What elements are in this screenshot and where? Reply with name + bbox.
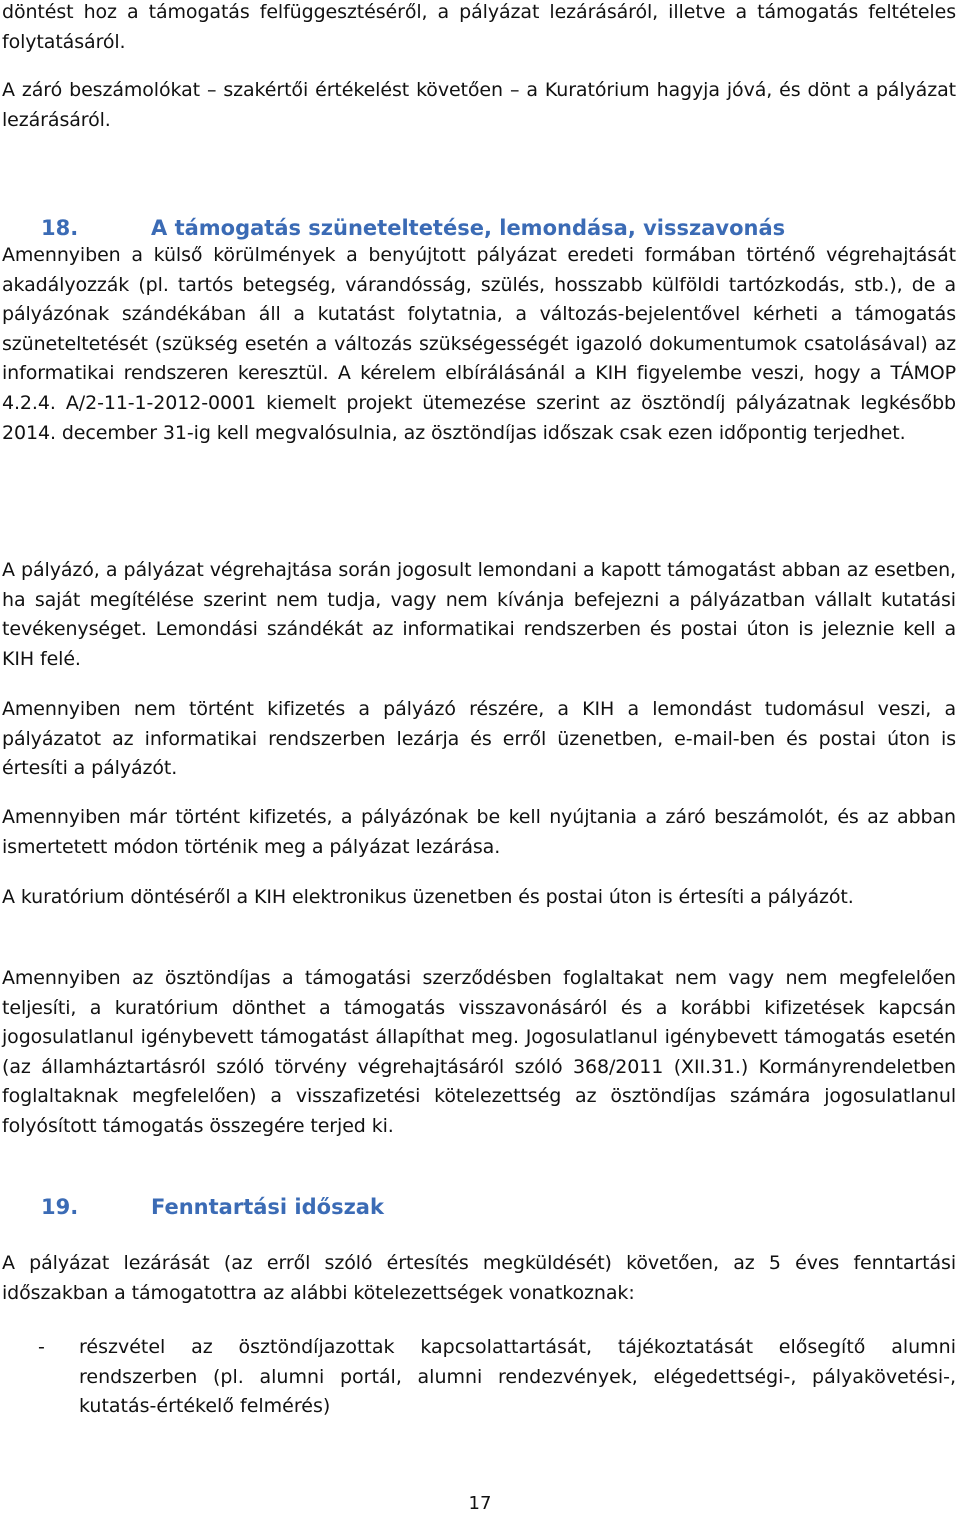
paragraph-maintenance: A pályázat lezárását (az erről szóló értesítés megküldését) követően, az 5 éves fenntartási időszakban a támogatottra az alábbi kötelezettségek vonatkoznak: (2, 1252, 956, 1304)
paragraph-no-payment: Amennyiben nem történt kifizetés a pályázó részére, a KIH a lemondást tudomásul veszi, a pályázatot az informatikai rendszerben lezárja és erről üzenetben, e-mail-ben és postai úton is értesíti a pályázót. (2, 698, 956, 780)
paragraph-payment-made: Amennyiben már történt kifizetés, a pályázónak be kell nyújtania a záró beszámolót, és az abban ismertetett módon történik meg a pályázat lezárása. (2, 806, 956, 858)
section-18-number: 18. (41, 216, 79, 240)
section-19-title: Fenntartási időszak (151, 1195, 384, 1219)
paragraph-final-reports: A záró beszámolókat – szakértői értékelést követően – a Kuratórium hagyja jóvá, és dönt a pályázat lezárásáról. (2, 79, 956, 131)
paragraph-withdrawal: A pályázó, a pályázat végrehajtása során jogosult lemondani a kapott támogatást abban az esetben, ha saját megítélése szerint nem tudja, vagy nem kívánja befejezni a pályázatban vállalt kutatási tevékenységet. Lemondási szándékát az informatikai rendszerben és postai úton is jeleznie kell a KIH felé. (2, 559, 956, 670)
list-item-text: részvétel az ösztöndíjazottak kapcsolattartását, tájékoztatását elősegítő alumni rendszerben (pl. alumni portál, alumni rendezvények, elégedettségi-, pályakövetési-, kutatás-értékelő felmérés) (79, 1336, 956, 1418)
paragraph-suspension: Amennyiben a külső körülmények a benyújtott pályázat eredeti formában történő végrehajtását akadályozzák (pl. tartós betegség, várandósság, szülés, hosszabb külföldi tartózkodás, stb.), de a pályázónak szándékában áll a kutatást folytatnia, a változás-bejelentővel kérheti a támogatás szüneteltetését (szükség esetén a változás szükségességét igazoló dokumentumok csatolásával) az informatikai rendszeren keresztül. A kérelem elbírálásánál a KIH figyelembe veszi, hogy a TÁMOP 4.2.4. A/2-11-1-2012-0001 kiemelt projekt ütemezése szerint az ösztöndíj pályázatnak legkésőbb 2014. december 31-ig kell megvalósulnia, az ösztöndíjas időszak csak ezen időpontig terjedhet. (2, 244, 956, 444)
paragraph-decision: döntést hoz a támogatás felfüggesztéséről, a pályázat lezárásáról, illetve a támogatás feltételes folytatásáról. (2, 1, 956, 53)
section-18-title: A támogatás szüneteltetése, lemondása, visszavonás (151, 216, 786, 240)
section-19-heading (41, 1193, 641, 1221)
bullet-dash: - (38, 1336, 45, 1358)
paragraph-revocation: Amennyiben az ösztöndíjas a támogatási szerződésben foglaltakat nem vagy nem megfelelően teljesíti, a kuratórium dönthet a támogatás visszavonásáról és a korábbi kifizetések kapcsán jogosulatlanul igénybevett támogatást állapíthat meg. Jogosulatlanul igénybevett támogatás esetén (az államháztartásról szóló törvény végrehajtásáról szóló 368/2011 (XII.31.) Kormányrendeletben foglaltaknak megfelelően) a visszafizetési kötelezettség az ösztöndíjas számára jogosulatlanul folyósított támogatás összegére terjed ki. (2, 967, 956, 1137)
section-18-heading (41, 214, 941, 242)
paragraph-board-decision: A kuratórium döntéséről a KIH elektronikus üzenetben és postai úton is értesíti a pályázót. (2, 886, 854, 908)
page-number: 17 (468, 1493, 492, 1514)
section-19-number: 19. (41, 1195, 79, 1219)
